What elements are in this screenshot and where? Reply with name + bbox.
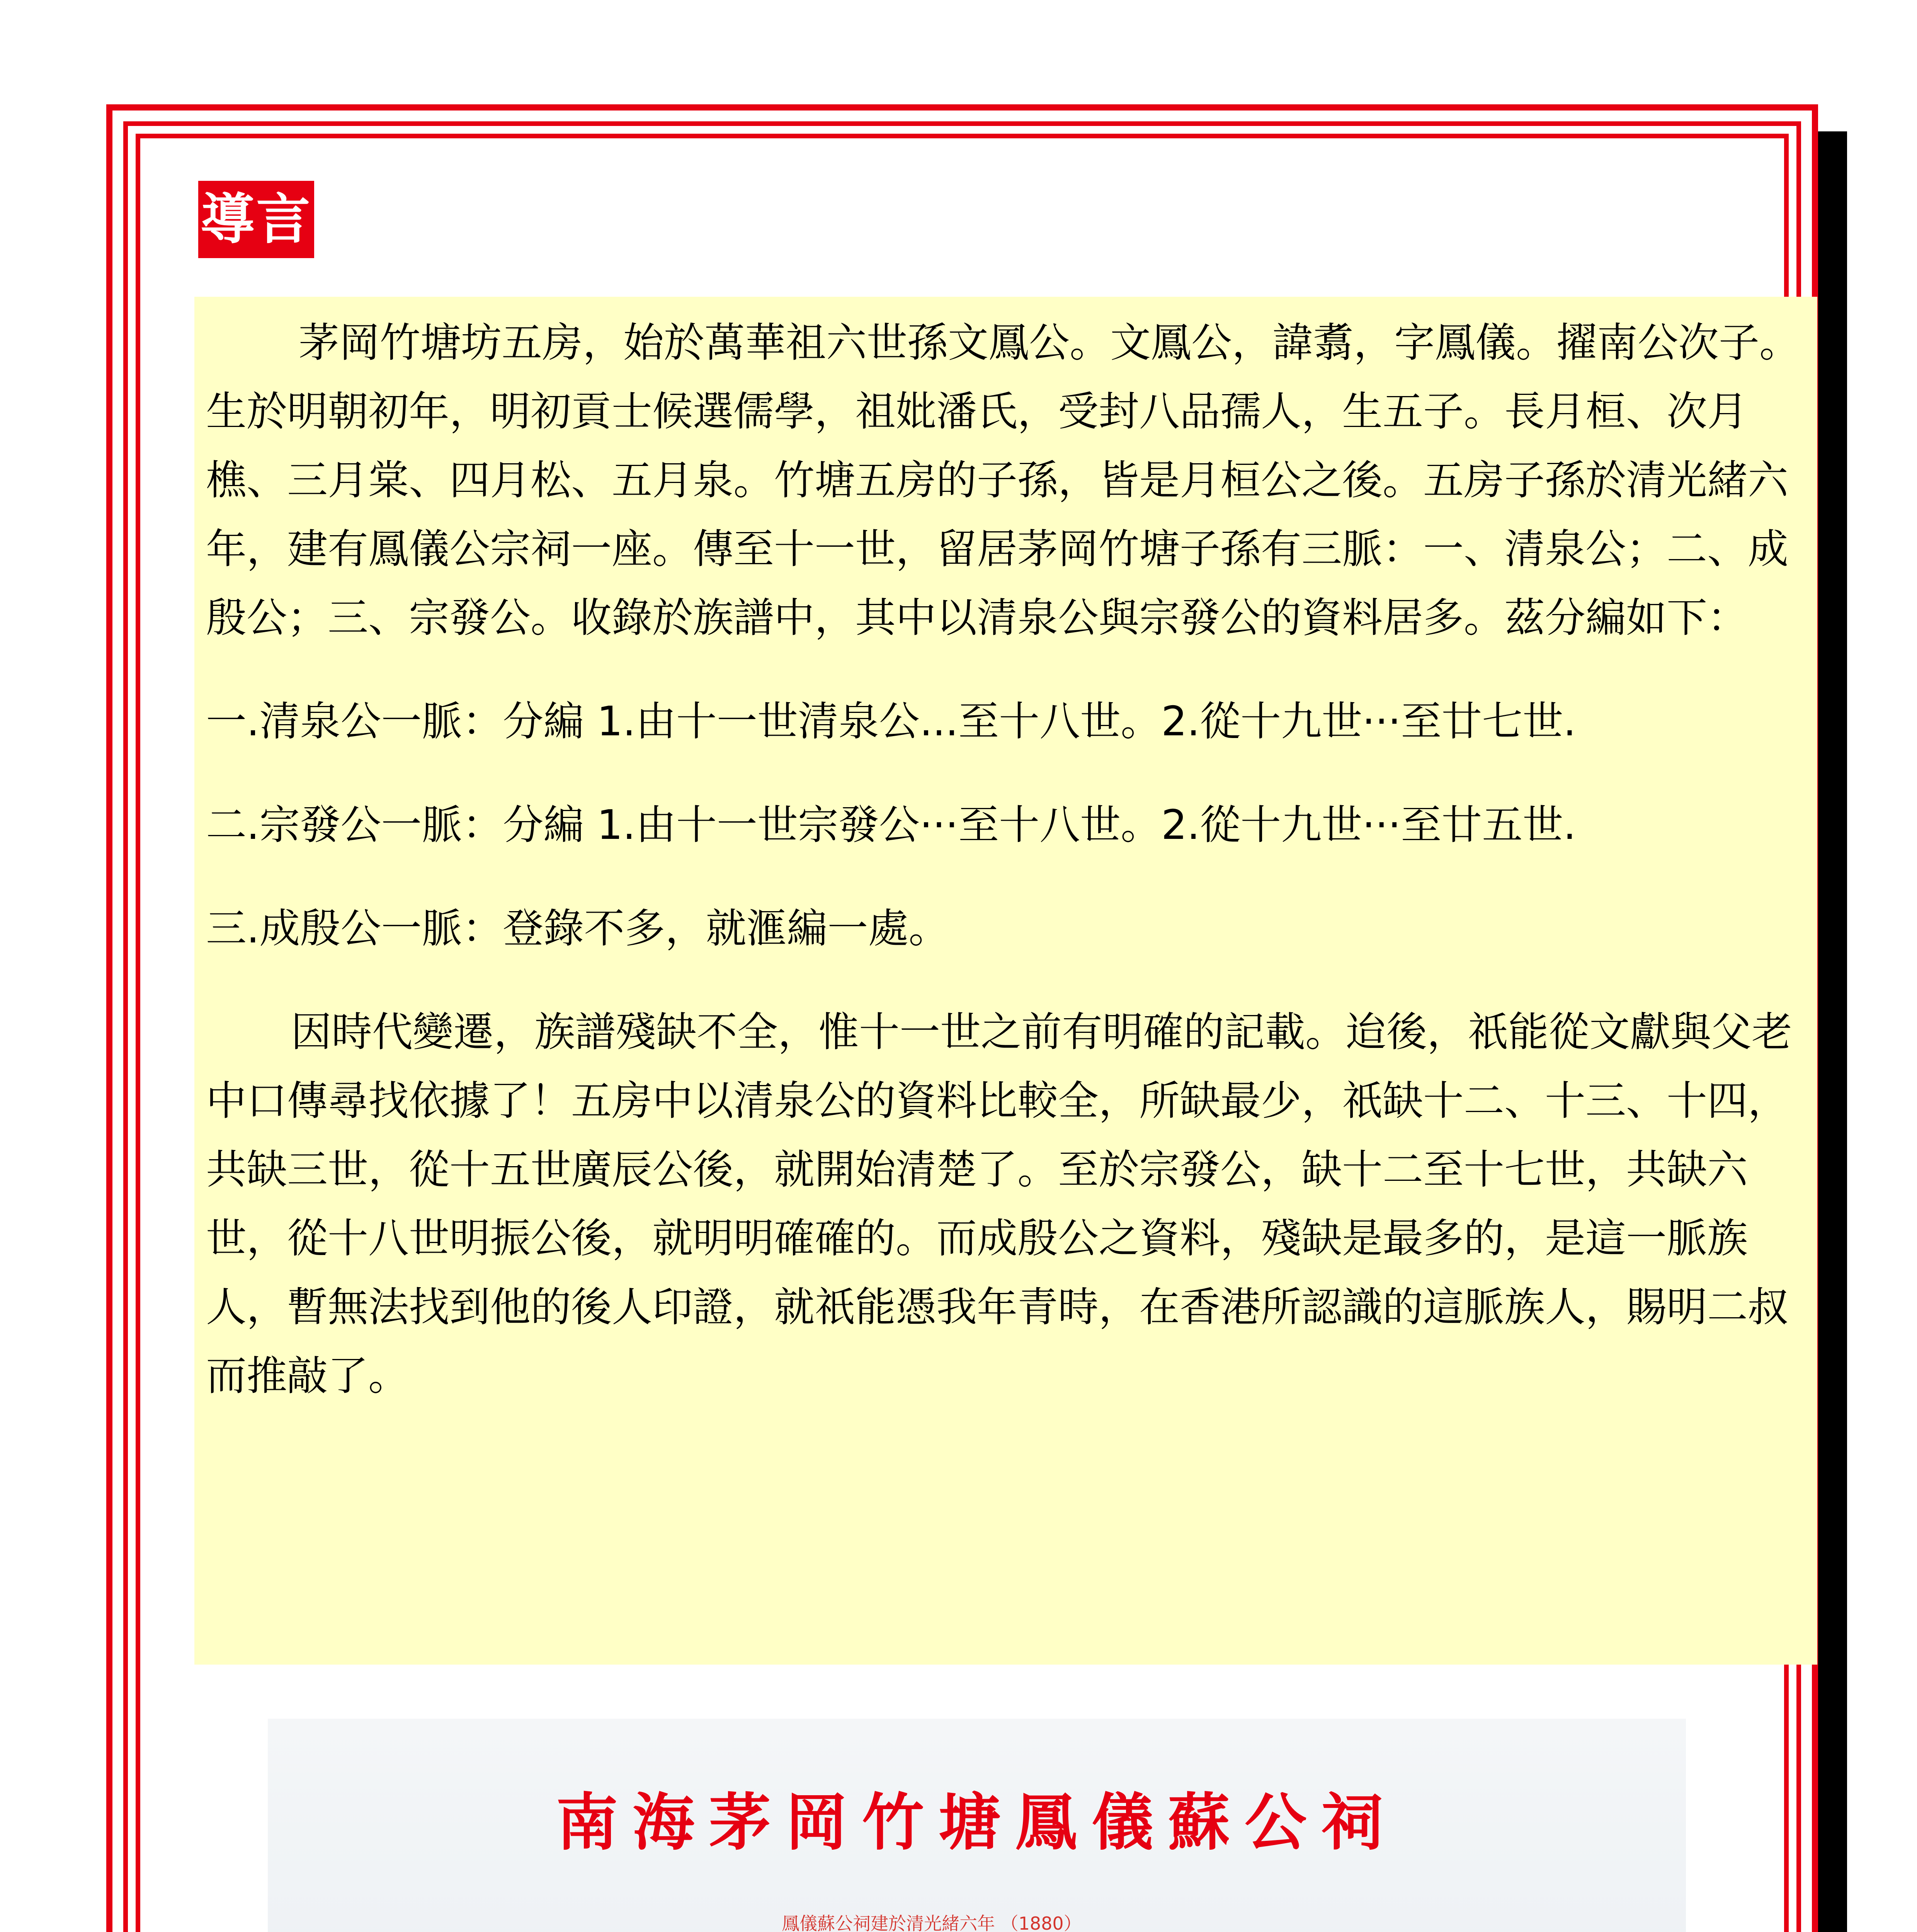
ancestral-hall-photo (268, 1719, 1686, 1932)
page-frame (106, 104, 1818, 1932)
lineage-list-item-3: 三.成殷公一脈：登錄不多，就滙編一處。 (206, 905, 949, 952)
intro-paragraph-2: 因時代變遷，族譜殘缺不全，惟十一世之前有明確的記載。迨後，祇能從文獻與父老中口傳尋找依據了！五房中以清泉公的資料比較全，所缺最少，祇缺十二、十三、十四，共缺三世，從十五世廣辰公後，就開始清楚了。至於宗發公，缺十二至十七世，共缺六世，從十八世明振公後，就明明確確的。而成殷公之資料，殘缺是最多的，是這一脈族人，暫無法找到他的後人印證，就祇能憑我年青時，在香港所認識的這脈族人，賜明二叔而推敲了。 (206, 1009, 1793, 1400)
lineage-list-item-1: 一.清泉公一脈：分編 1.由十一世清泉公...至十八世。2.從十九世···至廿七世. (206, 698, 1576, 745)
photo-title: 南海茅岡竹塘鳳儀蘇公祠 (556, 1786, 1398, 1859)
section-heading: 導言 (198, 181, 314, 258)
photo-subtitle-built: 鳳儀蘇公祠建於清光緒六年 （1880） (782, 1913, 1082, 1932)
intro-paragraph-1: 茅岡竹塘坊五房，始於萬華祖六世孫文鳳公。文鳳公，諱翥，字鳳儀。擢南公次子。生於明朝初年，明初貢士候選儒學，祖妣潘氏，受封八品孺人，生五子。長月桓、次月樵、三月棠、四月松、五月泉。竹塘五房的子孫，皆是月桓公之後。五房子孫於清光緒六年，建有鳳儀公宗祠一座。傳至十一世，留居茅岡竹塘子孫有三脈：一、清泉公；二、成殷公；三、宗發公。收錄於族譜中，其中以清泉公與宗發公的資料居多。茲分編如下： (206, 319, 1800, 641)
intro-text-panel (194, 297, 1817, 1665)
frame-border-inner (136, 134, 1800, 1932)
lineage-list-item-2: 二.宗發公一脈：分編 1.由十一世宗發公···至十八世。2.從十九世···至廿五世. (206, 801, 1576, 849)
